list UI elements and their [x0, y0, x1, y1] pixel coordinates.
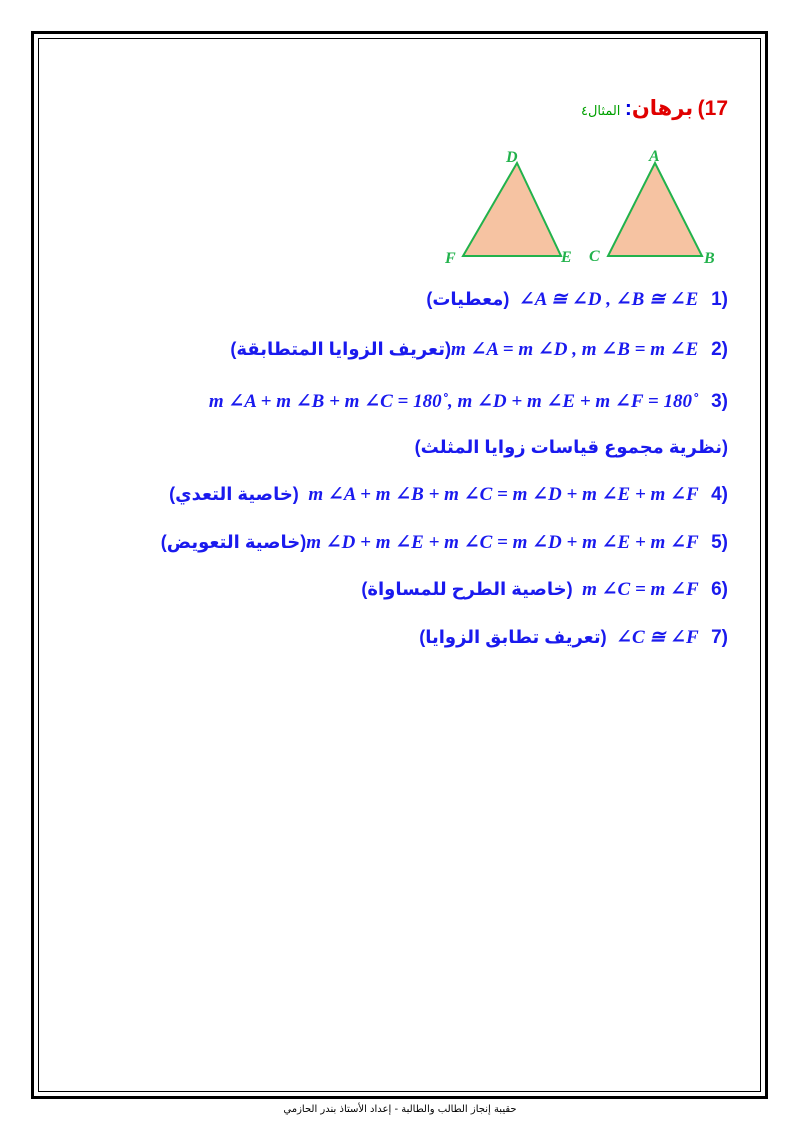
heading-colon: : [624, 97, 632, 120]
problem-title: برهان [631, 97, 694, 120]
step-number: 3) [711, 391, 728, 412]
step-expression: m ∠A + m ∠B + m ∠C = m ∠D + m ∠E + m ∠F [308, 484, 699, 505]
proof-step-3-reason: (نظرية مجموع قياسات زوايا المثلث) [414, 437, 728, 457]
triangle-def [463, 163, 561, 256]
step-expression: m ∠A = m ∠D , m ∠B = m ∠E [450, 339, 699, 360]
problem-number: 17) [697, 97, 728, 120]
vertex-label-a: A [649, 148, 660, 165]
step-number: 2) [711, 339, 728, 360]
step-reason: (خاصية التعدي) [169, 484, 299, 504]
vertex-label-b: B [704, 250, 715, 267]
step-reason: (خاصية الطرح للمساواة) [361, 579, 573, 599]
problem-heading [581, 96, 728, 121]
step-reason: (تعريف تطابق الزوايا) [419, 627, 607, 647]
proof-step-7 [419, 626, 728, 649]
step-expression: m ∠C = m ∠F [582, 579, 699, 600]
proof-step-6 [361, 578, 728, 601]
example-label: المثال٤ [581, 103, 621, 118]
step-number: 6) [711, 579, 728, 600]
vertex-label-e: E [561, 249, 572, 266]
step-expression: ∠A ≅ ∠D , ∠B ≅ ∠E [518, 289, 699, 310]
proof-step-3 [209, 390, 728, 413]
vertex-label-c: C [589, 248, 600, 265]
step-expression: ∠C ≅ ∠F [616, 627, 699, 648]
step-number: 1) [711, 289, 728, 310]
proof-step-2 [230, 338, 728, 361]
proof-step-5 [161, 531, 728, 554]
step-expression: m ∠D + m ∠E + m ∠C = m ∠D + m ∠E + m ∠F [306, 532, 699, 553]
vertex-label-f: F [445, 250, 456, 267]
step-number: 7) [711, 627, 728, 648]
page-footer: حقيبة إنجاز الطالب والطالبة - إعداد الأستاذ بندر الحازمي [283, 1104, 517, 1115]
vertex-label-d: D [506, 149, 518, 166]
step-expression: m ∠A + m ∠B + m ∠C = 180˚, m ∠D + m ∠E + m ∠F = 180˚ [208, 391, 699, 412]
step-reason: (خاصية التعويض) [160, 532, 307, 552]
step-number: 4) [711, 484, 728, 505]
step-number: 5) [711, 532, 728, 553]
triangle-abc [608, 163, 702, 256]
triangles-figure [440, 145, 730, 275]
proof-step-1 [426, 288, 728, 311]
step-reason: (تعريف الزوايا المتطابقة) [230, 339, 451, 359]
proof-step-4 [169, 483, 728, 506]
step-reason: (معطيات) [426, 289, 510, 309]
